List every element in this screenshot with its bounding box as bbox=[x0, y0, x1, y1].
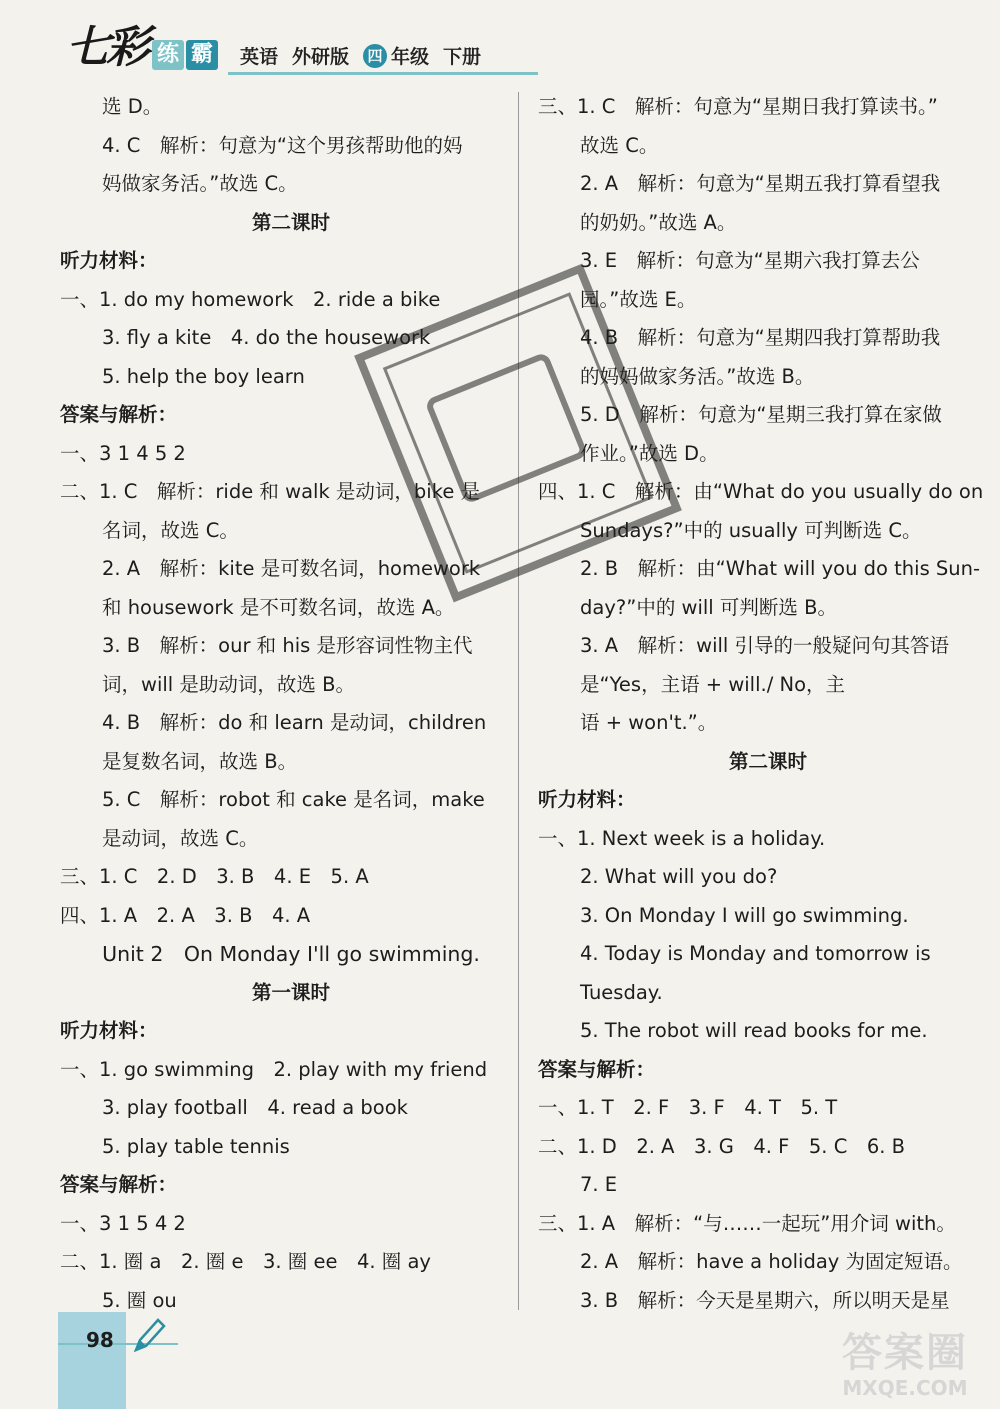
text-line: 第二课时 bbox=[251, 210, 330, 234]
text-line: 一、1. do my homework 2. ride a bike bbox=[60, 287, 441, 311]
text-line: 作业。”故选 D。 bbox=[580, 441, 719, 465]
text-line: 3. fly a kite 4. do the housework bbox=[102, 326, 431, 349]
brand-tag-2: 霸 bbox=[186, 40, 218, 70]
text-line: 3. B 解析：今天是星期六，所以明天是星 bbox=[580, 1288, 950, 1312]
book-logo bbox=[66, 22, 218, 73]
text-line: 4. B 解析：句意为“星期四我打算帮助我 bbox=[580, 326, 941, 349]
text-line: 第一课时 bbox=[251, 980, 330, 1004]
column-divider bbox=[518, 92, 519, 1310]
header-underline bbox=[228, 72, 538, 75]
text-line: 故选 C。 bbox=[580, 133, 659, 157]
left-column bbox=[60, 88, 522, 1320]
text-line: 2. What will you do? bbox=[580, 865, 778, 888]
text-line: 一、1. go swimming 2. play with my friend bbox=[60, 1057, 488, 1081]
text-line: 3. E 解析：句意为“星期六我打算去公 bbox=[580, 249, 920, 272]
text-line: 4. Today is Monday and tomorrow is bbox=[580, 942, 931, 965]
text-line: Tuesday. bbox=[580, 980, 663, 1004]
text-line: 答案与解析： bbox=[538, 1057, 656, 1081]
text-line: 三、1. C 2. D 3. B 4. E 5. A bbox=[60, 865, 369, 888]
text-line: 2. B 解析：由“What will you do this Sun- bbox=[580, 557, 981, 580]
subject-label: 英语 bbox=[240, 46, 279, 68]
text-line: 语 + won't.”。 bbox=[580, 711, 718, 734]
text-line: 一、1. Next week is a holiday. bbox=[538, 826, 826, 850]
grade-label: 年级 bbox=[391, 46, 430, 68]
edition-label: 外研版 bbox=[292, 46, 350, 68]
text-line: 的妈妈做家务活。”故选 B。 bbox=[580, 364, 815, 388]
text-line: 园。”故选 E。 bbox=[580, 287, 697, 311]
brand-name: 七彩 bbox=[66, 22, 146, 73]
grade-label-group bbox=[363, 42, 429, 69]
text-line: 名词，故选 C。 bbox=[102, 518, 239, 542]
text-line: 3. On Monday I will go swimming. bbox=[580, 903, 909, 927]
text-line: 5. C 解析：robot 和 cake 是名词，make bbox=[102, 788, 485, 811]
text-line: 5. 圈 ou bbox=[102, 1288, 177, 1312]
text-line: Unit 2 On Monday I'll go swimming. bbox=[102, 942, 480, 966]
text-line: 四、1. C 解析：由“What do you usually do on bbox=[538, 480, 984, 503]
watermark-url: MXQE.COM bbox=[842, 1376, 968, 1400]
text-line: 5. play table tennis bbox=[102, 1134, 290, 1158]
text-line: 一、3 1 5 4 2 bbox=[60, 1211, 186, 1235]
text-line: 3. B 解析：our 和 his 是形容词性物主代 bbox=[102, 634, 473, 657]
text-line: Sundays?”中的 usually 可判断选 C。 bbox=[580, 518, 922, 542]
text-line: 2. A 解析：句意为“星期五我打算看望我 bbox=[580, 172, 941, 195]
text-line: 7. E bbox=[580, 1173, 618, 1196]
text-line: 妈做家务活。”故选 C。 bbox=[102, 172, 298, 195]
text-line: 5. The robot will read books for me. bbox=[580, 1019, 928, 1042]
text-line: 是复数名词，故选 B。 bbox=[102, 749, 298, 773]
text-line: 三、1. A 解析：“与……一起玩”用介词 with。 bbox=[538, 1211, 956, 1235]
text-line: 3. A 解析：will 引导的一般疑问句其答语 bbox=[580, 634, 950, 657]
text-line: 5. D 解析：句意为“星期三我打算在家做 bbox=[580, 403, 942, 426]
text-line: 三、1. C 解析：句意为“星期日我打算读书。” bbox=[538, 95, 938, 118]
volume-label: 下册 bbox=[443, 46, 482, 68]
text-line: 2. A 解析：have a holiday 为固定短语。 bbox=[580, 1250, 963, 1273]
text-line: 二、1. C 解析：ride 和 walk 是动词，bike 是 bbox=[60, 480, 481, 503]
text-line: 答案与解析： bbox=[60, 403, 178, 426]
text-line: 和 housework 是不可数名词，故选 A。 bbox=[102, 595, 455, 619]
text-line: 听力材料： bbox=[60, 249, 158, 272]
text-line: 2. A 解析：kite 是可数名词，homework bbox=[102, 557, 481, 580]
text-line: 选 D。 bbox=[102, 95, 163, 118]
text-line: 一、1. T 2. F 3. F 4. T 5. T bbox=[538, 1096, 838, 1119]
watermark-logo-text: 答案圈 bbox=[842, 1330, 968, 1376]
text-line: 是动词，故选 C。 bbox=[102, 826, 259, 850]
right-column bbox=[538, 88, 998, 1320]
text-line: 是“Yes，主语 + will./ No，主 bbox=[580, 672, 846, 696]
text-line: 5. help the boy learn bbox=[102, 364, 305, 388]
page-number-tab bbox=[58, 1312, 126, 1409]
text-line: 第二课时 bbox=[728, 749, 807, 773]
text-line: 答案与解析： bbox=[60, 1173, 178, 1196]
text-line: 二、1. D 2. A 3. G 4. F 5. C 6. B bbox=[538, 1134, 905, 1158]
text-line: 4. B 解析：do 和 learn 是动词，children bbox=[102, 711, 487, 734]
brand-tag-1: 练 bbox=[152, 40, 184, 70]
text-line: 二、1. 圈 a 2. 圈 e 3. 圈 ee 4. 圈 ay bbox=[60, 1250, 431, 1273]
text-line: 听力材料： bbox=[60, 1019, 158, 1042]
book-info bbox=[240, 42, 481, 69]
grade-badge: 四 bbox=[363, 44, 387, 68]
site-watermark bbox=[820, 1330, 990, 1406]
text-line: 3. play football 4. read a book bbox=[102, 1096, 408, 1119]
text-line: 一、3 1 4 5 2 bbox=[60, 441, 186, 465]
text-line: 的奶奶。”故选 A。 bbox=[580, 210, 737, 234]
text-line: 4. C 解析：句意为“这个男孩帮助他的妈 bbox=[102, 133, 463, 157]
text-line: 听力材料： bbox=[538, 788, 636, 811]
text-line: day?”中的 will 可判断选 B。 bbox=[580, 595, 837, 619]
page-header bbox=[0, 0, 1000, 86]
text-line: 四、1. A 2. A 3. B 4. A bbox=[60, 903, 311, 927]
pencil-icon bbox=[130, 1316, 166, 1356]
text-line: 词，will 是助动词，故选 B。 bbox=[102, 672, 355, 696]
page-number: 98 bbox=[86, 1328, 114, 1352]
